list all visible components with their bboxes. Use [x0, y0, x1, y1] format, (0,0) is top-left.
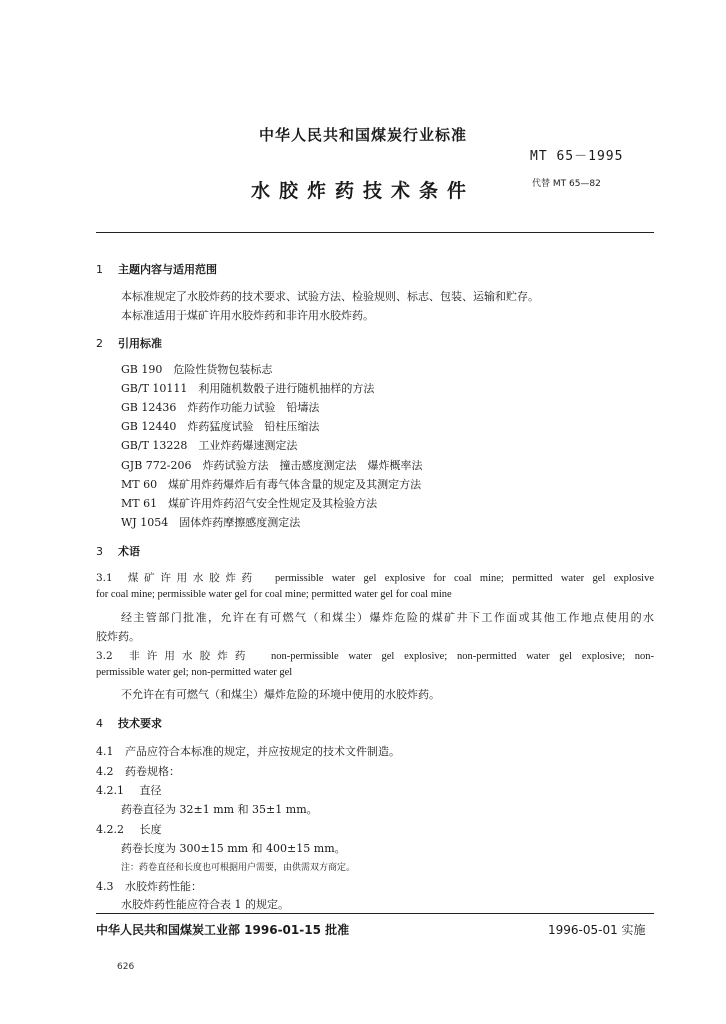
- standard-code: MT 65－1995: [530, 149, 624, 164]
- document-title: 水胶炸药技术条件: [250, 180, 475, 202]
- term-3-1-line-2: for coal mine; permissible water gel for coal mine; permitted water gel for coal mine: [96, 589, 452, 600]
- reference-item: GJB 772-206 炸药试验方法 撞击感度测定法 爆炸概率法: [121, 459, 423, 472]
- clause-4-2-2-body: 药卷长度为 300±15 mm 和 400±15 mm。: [121, 842, 346, 855]
- note: 注：药卷直径和长度也可根据用户需要，由供需双方商定。: [121, 863, 356, 873]
- clause-number: 3.2: [96, 650, 113, 662]
- term-3-2-definition: 不允许在有可燃气（和煤尘）爆炸危险的环境中使用的水胶炸药。: [121, 688, 440, 701]
- section-1-paragraph-2: 本标准适用于煤矿许用水胶炸药和非许用水胶炸药。: [121, 309, 374, 322]
- section-4-heading: [96, 715, 162, 731]
- clause-4-1: [96, 743, 400, 759]
- term-3-1-definition: 经主管部门批准，允许在有可燃气（和煤尘）爆炸危险的煤矿井下工作面或其他工作地点使用的水: [121, 611, 654, 624]
- section-title: 主题内容与适用范围: [118, 263, 217, 276]
- reference-item: GB 12440 炸药猛度试验 铅柱压缩法: [121, 420, 320, 433]
- section-2-heading: [96, 335, 162, 351]
- clause-text: 直径: [139, 784, 162, 797]
- clause-text: 水胶炸药性能：: [125, 880, 202, 893]
- term-3-1-line-1: [96, 570, 654, 585]
- clause-number: 4.1: [96, 745, 114, 758]
- clause-text: 产品应符合本标准的规定，并应按规定的技术文件制造。: [125, 745, 400, 758]
- clause-4-2: [96, 763, 180, 779]
- clause-number: 4.3: [96, 880, 114, 893]
- section-number: 3: [96, 545, 103, 558]
- term-3-1-definition-cont: 胶炸药。: [96, 630, 140, 643]
- reference-item: MT 60 煤矿用炸药爆炸后有毒气体含量的规定及其测定方法: [121, 478, 422, 491]
- clause-4-2-1-body: 药卷直径为 32±1 mm 和 35±1 mm。: [121, 803, 318, 816]
- term-3-2-line-1: [96, 648, 654, 663]
- section-1-paragraph-1: 本标准规定了水胶炸药的技术要求、试验方法、检验规则、标志、包装、运输和贮存。: [121, 290, 539, 303]
- section-title: 技术要求: [118, 717, 162, 730]
- section-title: 术语: [118, 545, 140, 558]
- reference-item: MT 61 煤矿许用炸药沼气安全性规定及其检验方法: [121, 497, 378, 510]
- section-number: 4: [96, 717, 103, 730]
- section-number: 1: [96, 263, 103, 276]
- clause-text: 药卷规格：: [125, 765, 180, 778]
- reference-item: WJ 1054 固体炸药摩擦感度测定法: [121, 516, 301, 529]
- implementation-date: 1996-05-01 实施: [548, 923, 646, 937]
- term-zh: 煤矿许用水胶炸药: [127, 572, 258, 584]
- replaces-note: 代替 MT 65—82: [532, 179, 601, 189]
- reference-item: GB/T 13228 工业炸药爆速测定法: [121, 439, 298, 452]
- section-3-heading: [96, 543, 140, 559]
- term-en: non-permissible water gel explosive; non-permitted water gel explosive; non-: [271, 651, 655, 662]
- clause-number: 4.2.2: [96, 823, 124, 836]
- clause-4-3: [96, 878, 202, 894]
- reference-item: GB 12436 炸药作功能力试验 铅壔法: [121, 401, 320, 414]
- clause-number: 4.2.1: [96, 784, 124, 797]
- section-title: 引用标准: [118, 337, 162, 350]
- clause-number: 4.2: [96, 765, 114, 778]
- page-number: 626: [117, 962, 135, 972]
- reference-item: GB/T 10111 利用随机数骰子进行随机抽样的方法: [121, 382, 375, 395]
- clause-4-2-1: [96, 782, 162, 798]
- reference-item: GB 190 危险性货物包装标志: [121, 363, 273, 376]
- term-en: permissible water gel explosive for coal mine; permitted water gel explosive: [275, 573, 655, 584]
- approval-line: 中华人民共和国煤炭工业部 1996-01-15 批准: [96, 923, 350, 937]
- header-rule: [96, 232, 654, 233]
- section-number: 2: [96, 337, 103, 350]
- clause-4-3-body: 水胶炸药性能应符合表 1 的规定。: [121, 898, 289, 911]
- issuing-body-title: 中华人民共和国煤炭行业标准: [258, 126, 467, 144]
- clause-number: 3.1: [96, 572, 113, 584]
- footer-rule: [96, 913, 654, 914]
- section-1-heading: [96, 261, 217, 277]
- clause-text: 长度: [139, 823, 162, 836]
- term-3-2-line-2: permissible water gel; non-permitted water gel: [96, 667, 293, 678]
- term-zh: 非许用水胶炸药: [129, 650, 253, 662]
- clause-4-2-2: [96, 821, 162, 837]
